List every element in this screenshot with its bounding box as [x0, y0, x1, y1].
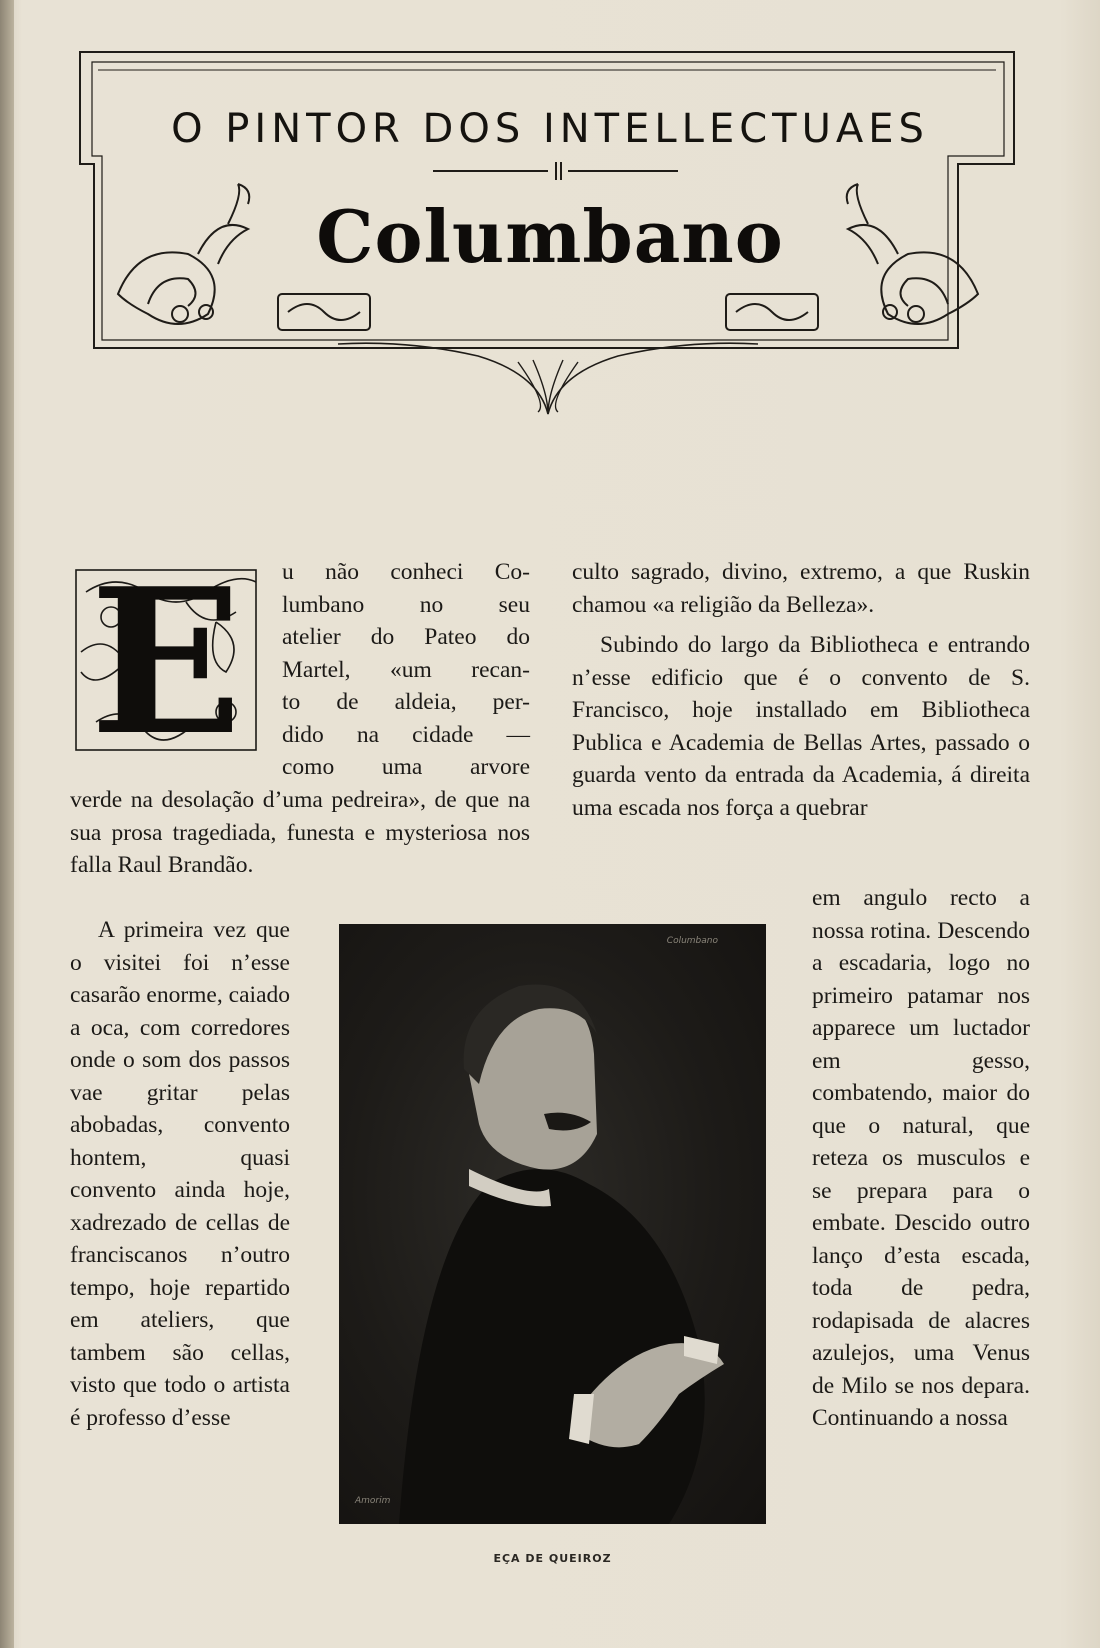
section-kicker: O PINTOR DOS INTELLECTUAES: [171, 106, 929, 152]
text-line: como uma arvore: [282, 754, 530, 780]
text-line: Martel, «um recan-: [282, 656, 530, 683]
paragraph-right-2: Subindo do largo da Bibliotheca e entrando n’esse edificio que é o convento de S. Francisco, hoje installado em Bibliotheca Publica e Academia de Bellas Artes, passado o guarda vento da entrada da Academia, á direita uma escada nos força a quebrar: [572, 632, 1030, 821]
portrait-caption: EÇA DE QUEIROZ: [493, 1552, 612, 1565]
paragraph-right-1: culto sagrado, divino, extremo, a que Ruskin chamou «a religião da Belleza».: [572, 559, 1030, 618]
paragraph-1-continued: verde na desolação d’uma pedreira», de que na sua prosa tragediada, funesta e mysteriosa nos falla Raul Brandão.: [70, 787, 530, 878]
paragraph-2-left-column: A primeira vez que o visitei foi n’esse casarão enorme, caiado a oca, com corredores onde o som dos passos vae gritar pelas abobadas, convento hontem, quasi convento ainda hoje, xadrezado de cellas de franciscanos n’outro tempo, hoje repartido em ateliers, que tambem são cellas, visto que todo o artista é professo d’esse: [70, 917, 290, 1431]
text-line: u não conheci Co-: [282, 559, 530, 585]
portrait-figure: [339, 924, 766, 1524]
text-line: to de aldeia, per-: [282, 689, 530, 715]
right-column-narrow: em angulo recto a nossa rotina. Descendo a escadaria, logo no primeiro patamar nos apparece um luctador em gesso, combatendo, maior do que o natural, que reteza os musculos e se prepara para o embate. Descido outro lanço d’esta escada, toda de pedra, rodapisada de alacres azulejos, uma Venus de Milo se nos depara. Continuando a nossa: [812, 885, 1030, 1431]
engraver-signature: Amorim: [355, 1496, 391, 1506]
portrait-photo: [339, 924, 766, 1524]
drop-cap-ornament: [66, 562, 266, 762]
right-column-top: [572, 556, 1030, 824]
paragraph-1-wrap: [282, 556, 530, 784]
painter-signature: Columbano: [666, 936, 718, 946]
illuminated-drop-cap: [66, 562, 266, 762]
text-line: dido na cidade —: [282, 721, 530, 748]
article-title: Columbano: [316, 194, 784, 279]
drop-cap-letter: E: [89, 562, 243, 762]
text-line: lumbano no seu: [282, 591, 530, 618]
text-line: atelier do Pateo do: [282, 624, 530, 650]
